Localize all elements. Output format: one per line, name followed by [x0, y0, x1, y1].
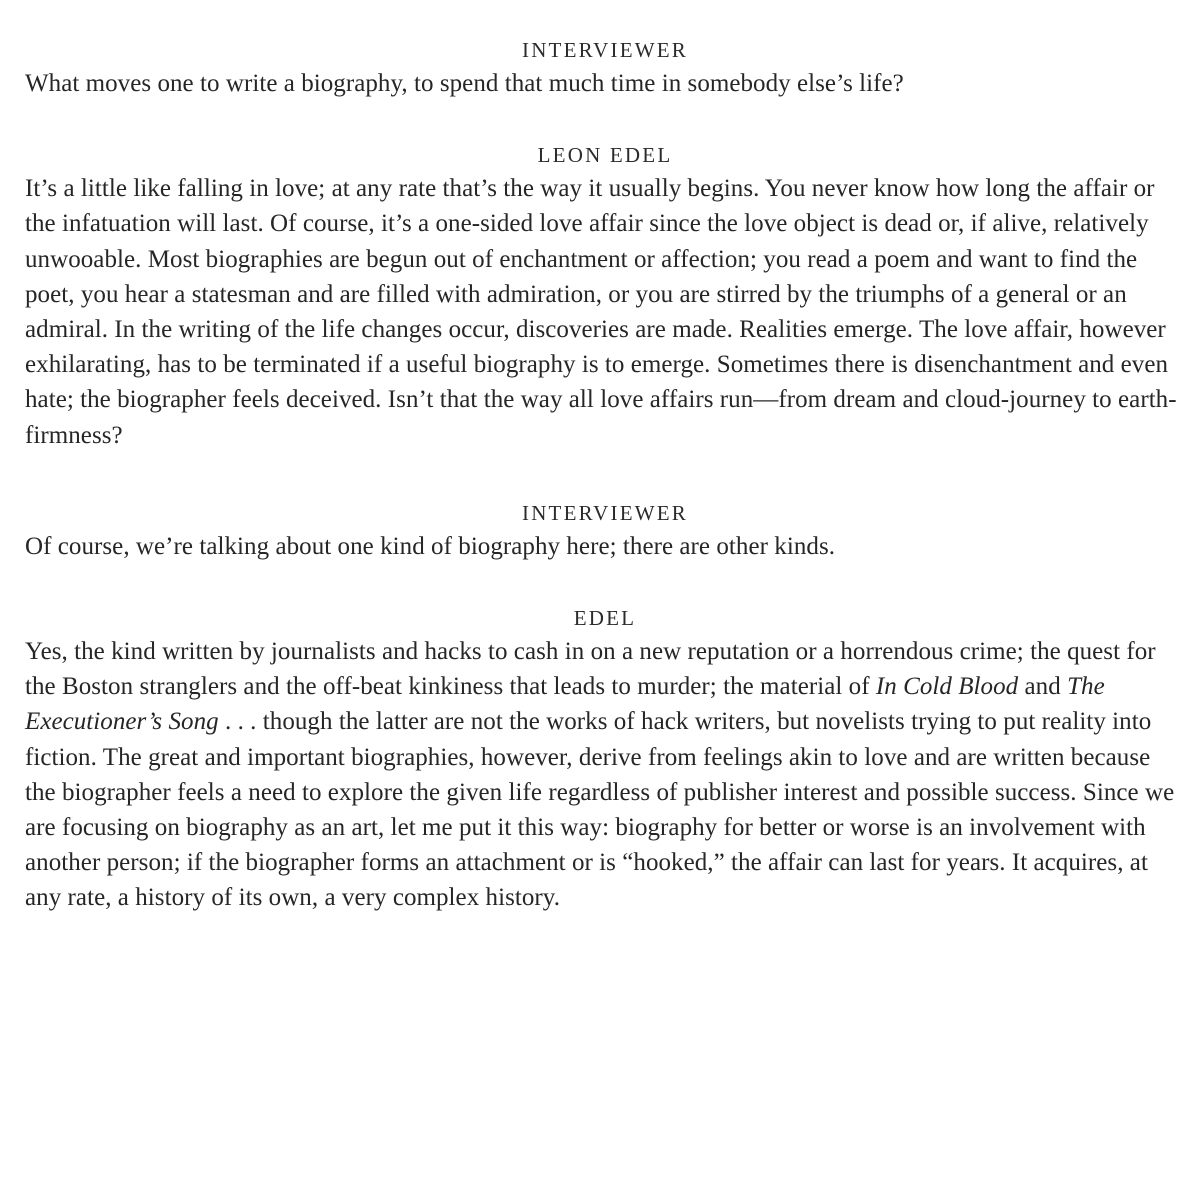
exchange-edel-1 — [25, 141, 1185, 453]
exchange-interviewer-2 — [25, 499, 1185, 564]
exchange-interviewer-1 — [25, 36, 1185, 101]
exchange-edel-2 — [25, 604, 1185, 916]
answer-text-part: and — [1018, 673, 1068, 701]
speaker-label: INTERVIEWER — [522, 500, 688, 525]
speaker-label: EDEL — [573, 606, 637, 631]
speaker-label: LEON EDEL — [537, 143, 673, 168]
interview-page — [25, 36, 1185, 916]
answer-text: It’s a little like falling in love; at any rate that’s the way it usually begins. You never know how long the affair or the infatuation will last. Of course, it’s a one-sided love affair since the love object is dead or, if alive, relatively unwooable. Most biographies are begun out of enchantment or affection; you read a poem and want to find the poet, you hear a statesman and are filled with admiration, or you are stirred by the triumphs of a general or an admiral. In the writing of the life changes occur, discoveries are made. Realities emerge. The love affair, however exhilarating, has to be terminated if a useful biography is to emerge. Sometimes there is disenchantment and even hate; the biographer feels deceived. Isn’t that the way all love affairs run—from dream and cloud-journey to earth-firmness? — [25, 175, 1177, 449]
speaker-label: INTERVIEWER — [522, 38, 688, 62]
answer-text-part: . . . though the latter are not the works of hack writers, but novelists trying to put reality into fiction. The great and important biographies, however, derive from feelings akin to love and are written because the biographer feels a need to explore the given life regardless of publisher interest and possible success. Since we are focusing on biography as an art, let me put it this way: biography for better or worse is an involvement with another person; if the biographer forms an attachment or is “hooked,” the affair can last for years. It acquires, at any rate, a history of its own, a very complex history. — [25, 708, 1175, 912]
question-text: What moves one to write a biography, to spend that much time in somebody else’s life? — [25, 70, 904, 97]
book-title-in-cold-blood: In Cold Blood — [875, 673, 1019, 701]
question-text: Of course, we’re talking about one kind of biography here; there are other kinds. — [25, 532, 836, 560]
answer-text — [25, 634, 1185, 916]
answer-text-part: Yes, the kind written by journalists and hacks to cash in on a new reputation or a horrendous crime; the quest for the Boston stranglers and the off-beat kinkiness that leads to murder; the material of — [25, 638, 1156, 701]
book-title-executioners-song: The Executioner’s Song — [25, 673, 1105, 736]
